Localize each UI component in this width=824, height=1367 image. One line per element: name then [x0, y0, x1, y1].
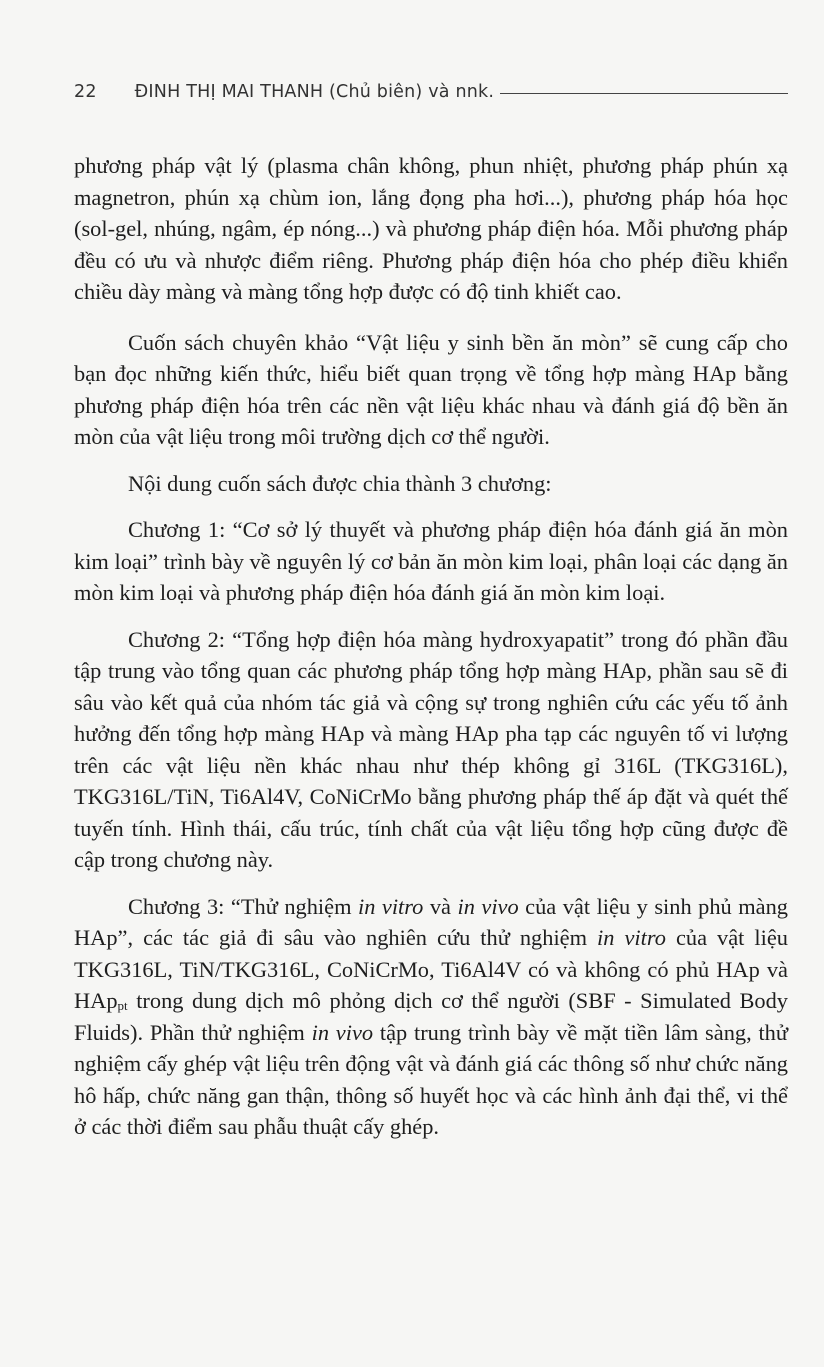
text-run: trong dung dịch mô phỏng dịch cơ thể người (SBF - Simulated Body Fluids). Phần thử nghiệm	[74, 988, 788, 1045]
page-number: 22	[74, 82, 97, 102]
body-text	[74, 150, 788, 1158]
text-run: của vật liệu TKG316L, TiN/TKG316L, CoNiCrMo, Ti6Al4V có và không có phủ HAp và HAp	[74, 925, 788, 1013]
text-run: Chương 3: “Thử nghiệm	[128, 893, 358, 919]
italic-term: in vivo	[457, 893, 519, 919]
header-rule	[500, 93, 788, 94]
paragraph-3: Nội dung cuốn sách được chia thành 3 chương:	[128, 470, 552, 496]
subscript: pt	[117, 998, 128, 1013]
paragraph-2: Cuốn sách chuyên khảo “Vật liệu y sinh bền ăn mòn” sẽ cung cấp cho bạn đọc những kiến thức, hiểu biết quan trọng về tổng hợp màng HAp bằng phương pháp điện hóa trên các nền vật liệu khác nhau và đánh giá độ bền ăn mòn của vật liệu trong môi trường dịch cơ thể người.	[74, 329, 788, 449]
italic-term: in vitro	[357, 893, 424, 919]
running-header	[74, 82, 788, 102]
paragraph-chapter-1: Chương 1: “Cơ sở lý thuyết và phương pháp điện hóa đánh giá ăn mòn kim loại” trình bày về nguyên lý cơ bản ăn mòn kim loại, phân loại các dạng ăn mòn kim loại và phương pháp điện hóa đánh giá ăn mòn kim loại.	[74, 517, 788, 605]
running-title: ĐINH THỊ MAI THANH (Chủ biên) và nnk.	[134, 82, 495, 102]
italic-term: in vitro	[597, 925, 666, 950]
text-run: tập trung trình bày về mặt tiền lâm sàng, thử nghiệm cấy ghép vật liệu trên động vật và đánh giá các thông số như chức năng hô hấp, chức năng gan thận, thông số huyết học và các hình ảnh đại thể, vi thể ở các thời điểm sau phẫu thuật cấy ghép.	[74, 1019, 789, 1139]
paragraph-1: phương pháp vật lý (plasma chân không, phun nhiệt, phương pháp phún xạ magnetron, phún xạ chùm ion, lắng đọng pha hơi...), phương pháp hóa học (sol-gel, nhúng, ngâm, ép nóng...) và phương pháp điện hóa. Mỗi phương pháp đều có ưu và nhược điểm riêng. Phương pháp điện hóa cho phép điều khiển chiều dày màng và màng tổng hợp được có độ tinh khiết cao.	[74, 153, 788, 304]
italic-term: in vivo	[311, 1019, 374, 1045]
paragraph-chapter-3	[74, 891, 788, 1143]
paragraph-chapter-2: Chương 2: “Tổng hợp điện hóa màng hydroxyapatit” trong đó phần đầu tập trung vào tổng quan các phương pháp tổng hợp màng HAp, phần sau sẽ đi sâu vào kết quả của nhóm tác giả và cộng sự trong nghiên cứu các yếu tố ảnh hưởng đến tổng hợp màng HAp và màng HAp pha tạp các nguyên tố vi lượng trên các vật liệu nền khác nhau như thép không gỉ 316L (TKG316L), TKG316L/TiN, Ti6Al4V, CoNiCrMo bằng phương pháp thế áp đặt và quét thế tuyến tính. Hình thái, cấu trúc, tính chất của vật liệu tổng hợp cũng được đề cập trong chương này.	[74, 626, 788, 872]
text-run: của vật liệu y sinh phủ màng HAp”, các tác giả đi sâu vào nghiên cứu thử nghiệm	[74, 893, 788, 950]
text-run: và	[423, 893, 458, 919]
